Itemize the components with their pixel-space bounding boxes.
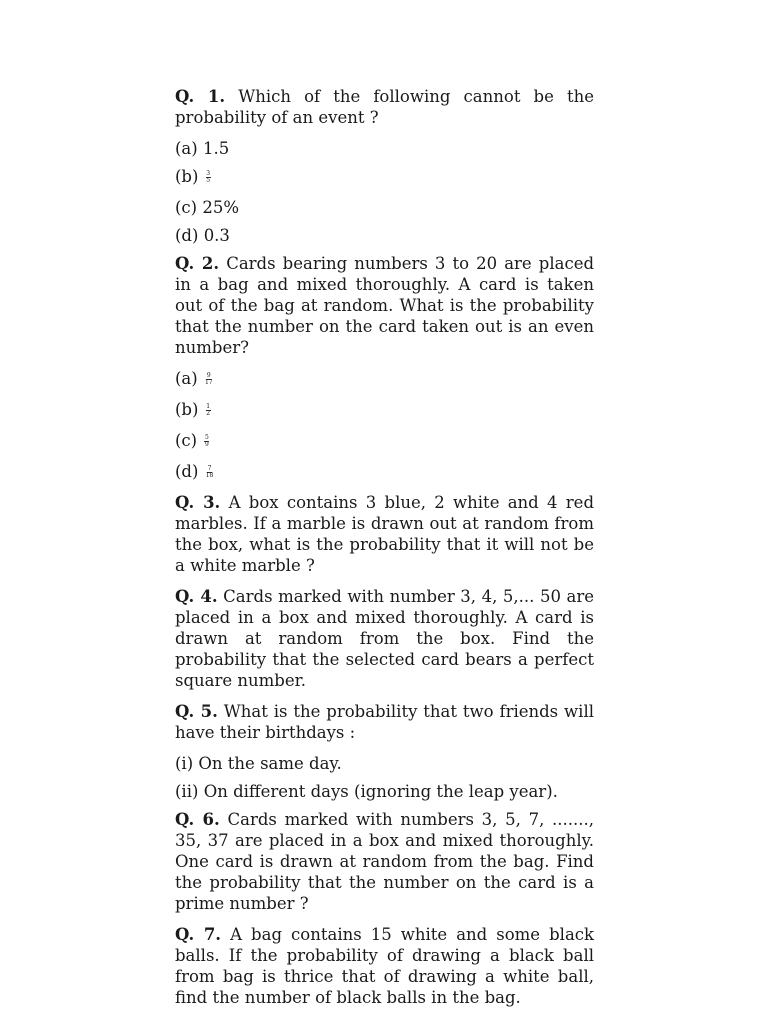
- option-label: (c): [175, 431, 198, 450]
- fraction-denominator: 5: [206, 177, 211, 184]
- question-text: What is the probability that two friends will have their birthdays :: [175, 702, 594, 742]
- fraction: [206, 466, 214, 479]
- option-1-1: [175, 138, 594, 159]
- option-2-2: [175, 399, 594, 420]
- fraction: [206, 404, 211, 417]
- fraction: [204, 435, 209, 448]
- option-5-2: [175, 781, 594, 802]
- question-text: Cards marked with numbers 3, 5, 7, ......., 35, 37 are placed in a box and mixed thoroughly. One card is drawn at random from the bag. Find the probability that the number on the card is a prime number ?: [175, 810, 595, 913]
- fraction-numerator: 9: [206, 372, 211, 379]
- option-label: (i): [175, 754, 194, 773]
- option-value: On the same day.: [198, 754, 342, 773]
- option-2-1: [175, 368, 594, 389]
- option-value: On different days (ignoring the leap year).: [203, 782, 558, 801]
- question-number: Q. 4.: [175, 587, 218, 606]
- option-label: (d): [175, 462, 199, 481]
- question-number: Q. 3.: [175, 493, 221, 512]
- question-3: [175, 492, 594, 576]
- option-5-1: [175, 753, 594, 774]
- option-value: 25%: [202, 198, 240, 217]
- fraction-denominator: 17: [204, 379, 213, 386]
- question-text: A bag contains 15 white and some black balls. If the probability of drawing a black ball from bag is thrice that of drawing a white ball, find the number of black balls in the bag.: [175, 925, 595, 1007]
- question-text: Cards bearing numbers 3 to 20 are placed in a bag and mixed thoroughly. A card is taken out of the bag at random. What is the probability that the number on the card taken out is an even number?: [175, 254, 595, 357]
- option-label: (b): [175, 167, 199, 186]
- fraction: [205, 373, 213, 386]
- question-text: Cards marked with number 3, 4, 5,... 50 are placed in a box and mixed thoroughly. A card is drawn at random from the box. Find the probability that the selected card bears a perfect square number.: [175, 587, 594, 690]
- fraction: [206, 171, 211, 184]
- option-label: (a): [175, 369, 198, 388]
- question-number: Q. 2.: [175, 254, 220, 273]
- option-2-3: [175, 430, 594, 451]
- question-number: Q. 6.: [175, 810, 220, 829]
- option-label: (d): [175, 226, 199, 245]
- question-1: [175, 86, 594, 128]
- question-number: Q. 5.: [175, 702, 218, 721]
- fraction-numerator: 3: [206, 170, 211, 177]
- fraction-numerator: 7: [207, 465, 212, 472]
- option-label: (ii): [175, 782, 199, 801]
- question-list: [175, 86, 594, 1018]
- question-number: Q. 7.: [175, 925, 222, 944]
- question-7: [175, 924, 594, 1008]
- option-2-4: [175, 461, 594, 482]
- question-text: Which of the following cannot be the probability of an event ?: [175, 87, 594, 127]
- fraction-numerator: 5: [204, 434, 209, 441]
- option-value: 1.5: [202, 139, 230, 158]
- fraction-numerator: 1: [206, 403, 211, 410]
- option-1-3: [175, 197, 594, 218]
- fraction-denominator: 9: [204, 441, 209, 448]
- question-5: [175, 701, 594, 743]
- option-value: 0.3: [203, 226, 230, 245]
- option-1-4: [175, 225, 594, 246]
- question-6: [175, 809, 594, 914]
- option-label: (a): [175, 139, 198, 158]
- option-label: (c): [175, 198, 198, 217]
- fraction-denominator: 2: [206, 410, 211, 417]
- fraction-denominator: 18: [205, 472, 214, 479]
- question-text: A box contains 3 blue, 2 white and 4 red marbles. If a marble is drawn out at random from the box, what is the probability that it will not be a white marble ?: [175, 493, 595, 575]
- question-4: [175, 586, 594, 691]
- question-number: Q. 1.: [175, 87, 226, 106]
- question-2: [175, 253, 594, 358]
- option-label: (b): [175, 400, 199, 419]
- option-1-2: [175, 166, 594, 187]
